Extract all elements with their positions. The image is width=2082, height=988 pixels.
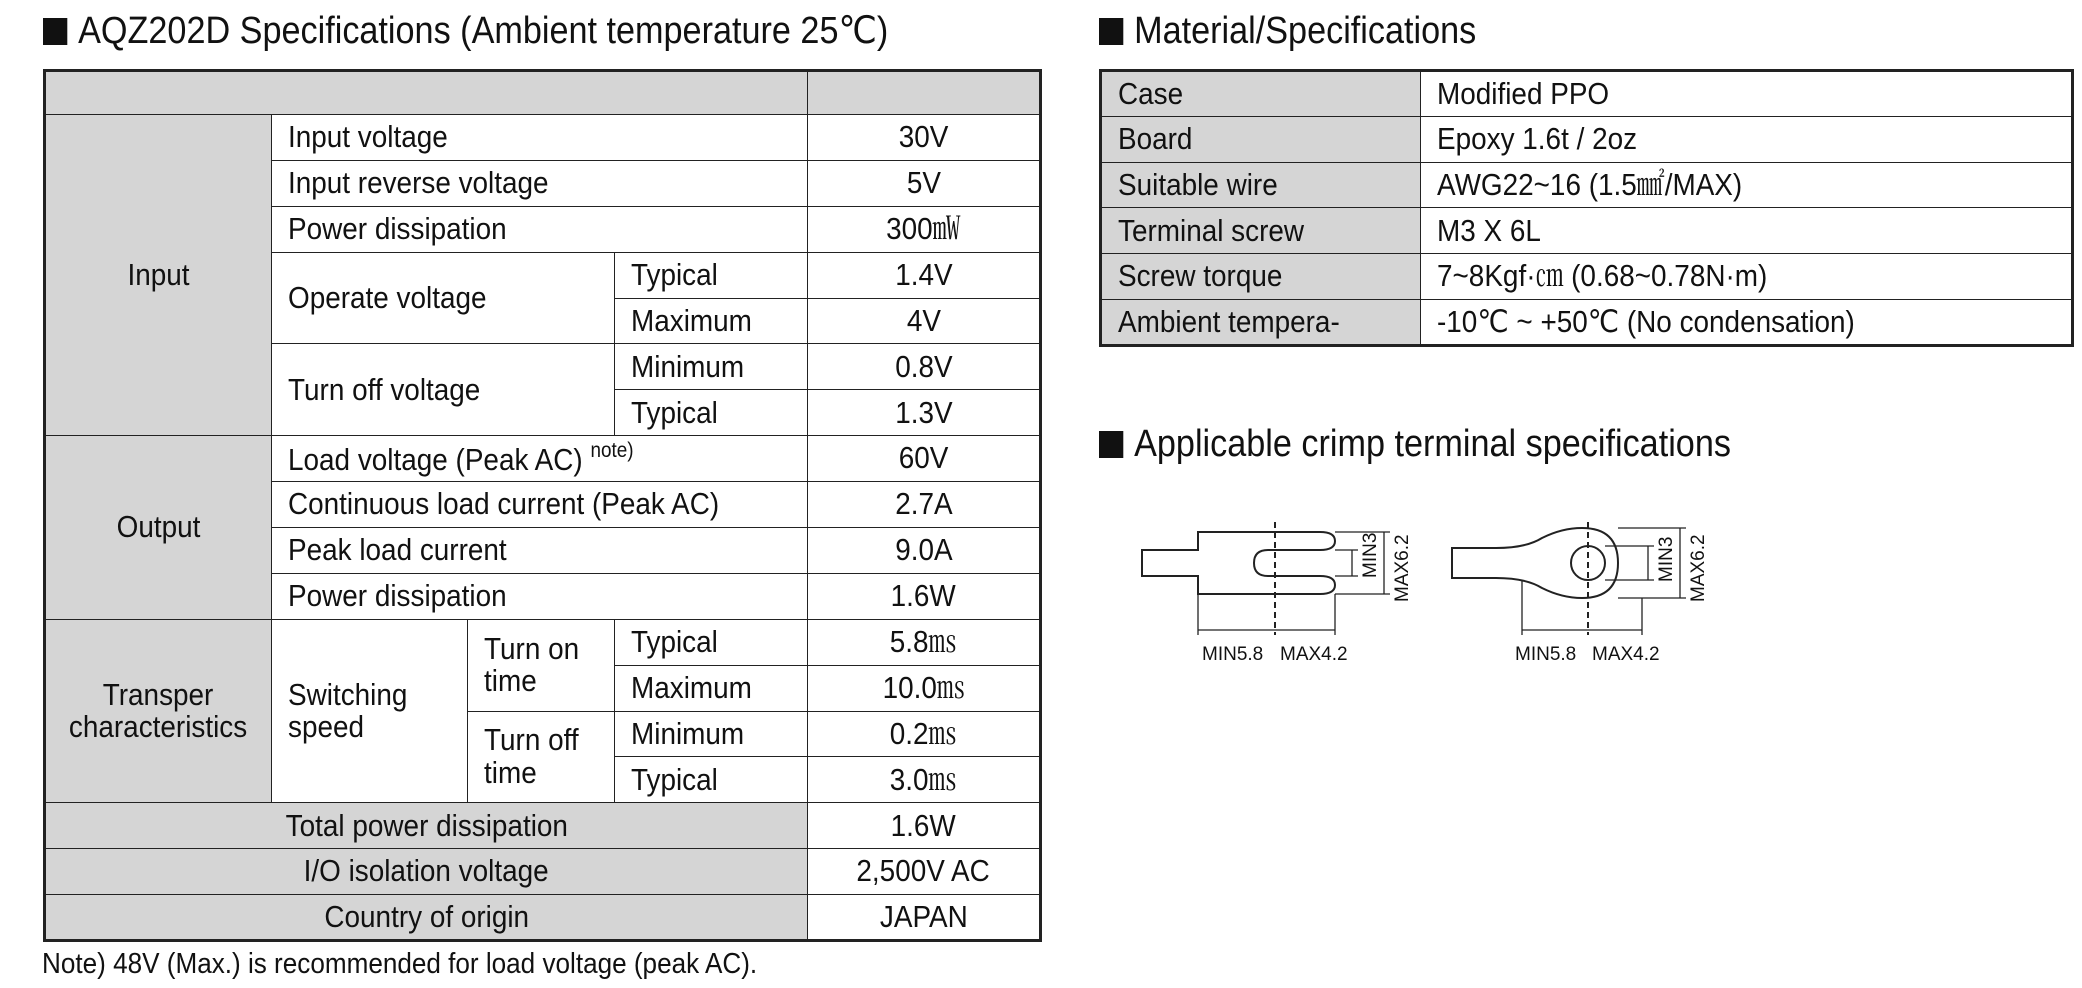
header-cell-left <box>45 71 808 115</box>
table-row <box>45 895 1041 941</box>
row-value: 300㎽ <box>808 206 1041 252</box>
material-value: Modified PPO <box>1421 71 2073 117</box>
sub-label: Typical <box>615 757 808 803</box>
row-label: Turn off voltage <box>272 344 615 436</box>
row-value: 5V <box>808 160 1041 206</box>
row-value: 1.4V <box>808 252 1041 298</box>
sub-label: Maximum <box>615 665 808 711</box>
row-value: JAPAN <box>808 895 1041 941</box>
row-value: 4V <box>808 298 1041 344</box>
crimp-terminal-figure <box>1130 520 1750 680</box>
ring-min-width-label: MIN3 <box>1656 536 1677 582</box>
sub-label: Typical <box>615 619 808 665</box>
material-label: Ambient tempera- <box>1101 299 1421 345</box>
row-label: Country of origin <box>45 895 808 941</box>
material-label: Terminal screw <box>1101 208 1421 254</box>
spec-section-title <box>43 12 888 50</box>
spec-table <box>43 69 1042 942</box>
material-row <box>1101 208 2073 254</box>
fork-max-length-label: MAX4.2 <box>1280 644 1348 665</box>
row-label: Operate voltage <box>272 252 615 344</box>
crimp-section-title <box>1099 425 1731 463</box>
row-value: 5.8㎳ <box>808 619 1041 665</box>
row-value: 10.0㎳ <box>808 665 1041 711</box>
table-row <box>45 436 1041 482</box>
row-value: 9.0A <box>808 528 1041 574</box>
row-value: 30V <box>808 115 1041 161</box>
row-label: Total power dissipation <box>45 803 808 849</box>
square-bullet-icon <box>43 18 67 45</box>
sub-label: Typical <box>615 390 808 436</box>
row-value: 1.6W <box>808 803 1041 849</box>
ring-min-length-label: MIN5.8 <box>1515 644 1577 665</box>
switching-speed-label: Switching speed <box>272 619 468 803</box>
table-row <box>45 619 1041 665</box>
spec-title-text: AQZ202D Specifications (Ambient temperature 25℃) <box>78 10 889 52</box>
material-label: Case <box>1101 71 1421 117</box>
sub-label: Minimum <box>615 711 808 757</box>
material-section-title <box>1099 12 1476 50</box>
material-value: AWG22~16 (1.5㎟/MAX) <box>1421 162 2073 208</box>
material-label: Suitable wire <box>1101 162 1421 208</box>
header-cell-right <box>808 71 1041 115</box>
material-row <box>1101 299 2073 345</box>
fork-max-width-label: MAX6.2 <box>1392 534 1413 602</box>
row-value: 2,500V AC <box>808 849 1041 895</box>
material-value: 7~8Kgf·㎝ (0.68~0.78N·m) <box>1421 254 2073 300</box>
row-label: Power dissipation <box>272 206 808 252</box>
row-label: Power dissipation <box>272 573 808 619</box>
material-row <box>1101 254 2073 300</box>
material-value: -10℃ ~ +50℃ (No condensation) <box>1421 299 2073 345</box>
ring-terminal-drawing <box>1452 522 1686 635</box>
row-value: 2.7A <box>808 482 1041 528</box>
square-bullet-icon <box>1099 431 1123 458</box>
table-row <box>45 115 1041 161</box>
group-output: Output <box>45 436 272 620</box>
material-row <box>1101 116 2073 162</box>
material-label: Board <box>1101 116 1421 162</box>
load-voltage-label: Load voltage (Peak AC) <box>288 442 583 478</box>
sub-label: Typical <box>615 252 808 298</box>
row-value: 60V <box>808 436 1041 482</box>
row-value: 1.6W <box>808 573 1041 619</box>
row-label: I/O isolation voltage <box>45 849 808 895</box>
table-row <box>45 803 1041 849</box>
ring-max-width-label: MAX6.2 <box>1688 534 1709 602</box>
row-value: 0.8V <box>808 344 1041 390</box>
row-label: Input reverse voltage <box>272 160 808 206</box>
row-value: 3.0㎳ <box>808 757 1041 803</box>
note-superscript: note) <box>590 439 634 463</box>
fork-terminal-drawing <box>1142 522 1390 635</box>
square-bullet-icon <box>1099 18 1123 45</box>
spec-table-header-row <box>45 71 1041 115</box>
material-value: M3 X 6L <box>1421 208 2073 254</box>
row-label: Continuous load current (Peak AC) <box>272 482 808 528</box>
table-row <box>45 849 1041 895</box>
group-input: Input <box>45 115 272 436</box>
row-value: 0.2㎳ <box>808 711 1041 757</box>
crimp-title-text: Applicable crimp terminal specifications <box>1134 423 1731 465</box>
fork-min-length-label: MIN5.8 <box>1202 644 1264 665</box>
turn-off-time-label: Turn off time <box>468 711 615 803</box>
row-label <box>272 436 808 482</box>
material-title-text: Material/Specifications <box>1134 10 1477 52</box>
row-label: Peak load current <box>272 528 808 574</box>
material-row <box>1101 71 2073 117</box>
group-transfer: Transper characteristics <box>45 619 272 803</box>
material-table <box>1099 69 2074 347</box>
ring-max-length-label: MAX4.2 <box>1592 644 1660 665</box>
material-value: Epoxy 1.6t / 2oz <box>1421 116 2073 162</box>
sub-label: Minimum <box>615 344 808 390</box>
turn-on-time-label: Turn on time <box>468 619 615 711</box>
material-label: Screw torque <box>1101 254 1421 300</box>
row-label: Input voltage <box>272 115 808 161</box>
sub-label: Maximum <box>615 298 808 344</box>
fork-min-width-label: MIN3 <box>1360 532 1381 578</box>
material-row <box>1101 162 2073 208</box>
spec-footnote: Note) 48V (Max.) is recommended for load voltage (peak AC). <box>42 948 758 980</box>
row-value: 1.3V <box>808 390 1041 436</box>
